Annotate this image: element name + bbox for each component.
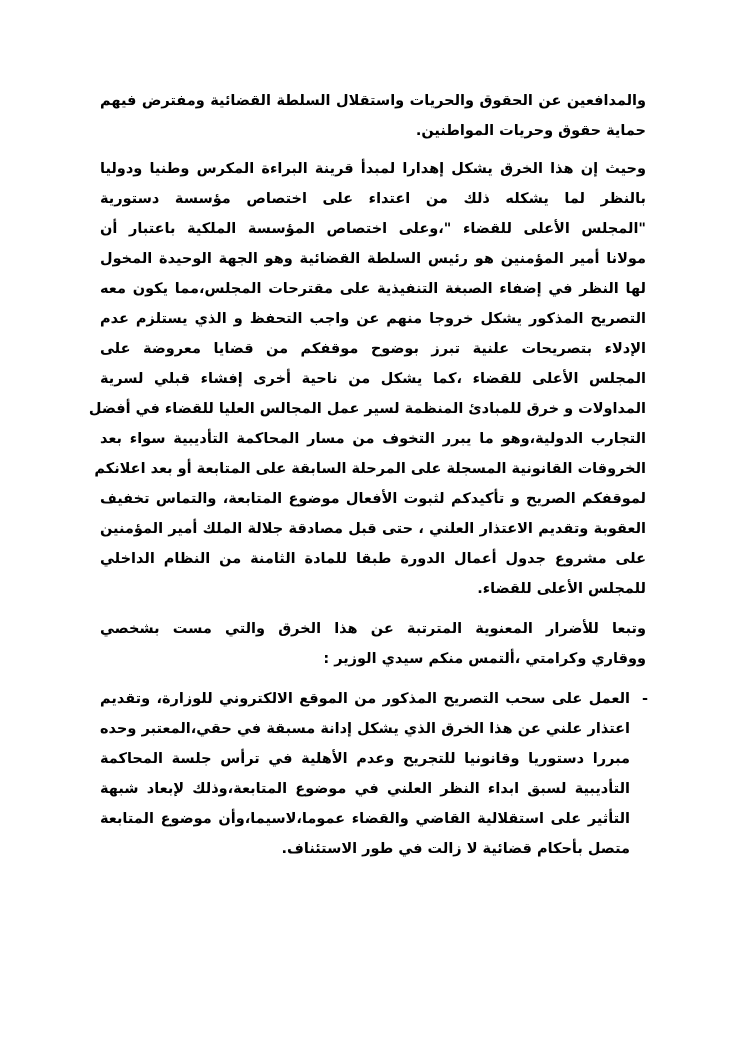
paragraph-line: بالنظر لما يشكله ذلك من اعتداء على اختصاص مؤسسة دستورية — [100, 191, 646, 207]
paragraph-line: متصل بأحكام قضائية لا زالت في طور الاستئناف. — [281, 841, 630, 857]
paragraph-line: المداولات و خرق للمبادئ المنظمة لسير عمل المجالس العليا للقضاء في أفضل — [88, 401, 646, 417]
paragraph-line: ووقاري وكرامتي ،ألتمس منكم سيدي الوزير : — [323, 651, 646, 667]
paragraph-line: الإدلاء بتصريحات علنية تبرز بوضوح موقفكم من قضايا معروضة على — [100, 341, 646, 357]
bullet-item-withdrawal — [100, 684, 646, 864]
paragraph-line: مبررا دستوريا وقانونيا للتجريح وعدم الأهلية في ترأس جلسة المحاكمة — [100, 751, 630, 767]
paragraph-line: التصريح المذكور يشكل خروجا منهم عن واجب التحفظ و الذي يستلزم عدم — [100, 311, 646, 327]
paragraph-line: للمجلس الأعلى للقضاء. — [477, 581, 646, 597]
paragraph-line: التجارب الدولية،وهو ما يبرر التخوف من مسار المحاكمة التأديبية سواء بعد — [100, 431, 646, 447]
paragraph-line: مولانا أمير المؤمنين هو رئيس السلطة القضائية وهو الجهة الوحيدة المخول — [100, 251, 646, 267]
paragraph-line: اعتذار علني عن هذا الخرق الذي يشكل إدانة مسبقة في حقي،المعتبر وحده — [100, 721, 630, 737]
paragraph-line: الخروقات القانونية المسجلة على المرحلة السابقة على المتابعة أو بعد اعلانكم — [94, 461, 646, 477]
paragraph-line: لها النظر في إضفاء الصبغة التنفيذية على مقترحات المجلس،مما يكون معه — [100, 281, 646, 297]
paragraph-line: العقوبة وتقديم الاعتذار العلني ، حتى قبل مصادقة جلالة الملك أمير المؤمنين — [100, 521, 646, 537]
paragraph-line: وحيث إن هذا الخرق يشكل إهدارا لمبدأ قرينة البراءة المكرس وطنيا ودوليا — [100, 161, 646, 177]
paragraph-violation — [88, 154, 646, 604]
paragraph-line: "المجلس الأعلى للقضاء "،وعلى اختصاص المؤسسة الملكية باعتبار أن — [100, 221, 646, 237]
paragraph-line: حماية حقوق وحريات المواطنين. — [415, 123, 646, 139]
paragraph-line: والمدافعين عن الحقوق والحريات واستقلال السلطة القضائية ومفترض فيهم — [100, 93, 646, 109]
paragraph-line: التأديبية لسبق ابداء النظر العلني في موضوع المتابعة،وذلك لإبعاد شبهة — [100, 781, 630, 797]
paragraph-line: لموقفكم الصريح و تأكيدكم لثبوت الأفعال موضوع المتابعة، والتماس تخفيف — [100, 491, 646, 507]
paragraph-line: وتبعا للأضرار المعنوية المترتبة عن هذا الخرق والتي مست بشخصي — [100, 621, 646, 637]
bullet-text — [100, 684, 630, 864]
paragraph-line: التأثير على استقلالية القاضي والقضاء عموما،لاسيما،وأن موضوع المتابعة — [100, 811, 630, 827]
paragraph-line: على مشروع جدول أعمال الدورة طبقا للمادة الثامنة من النظام الداخلي — [100, 551, 646, 567]
paragraph-line: العمل على سحب التصريح المذكور من الموقع الالكتروني للوزارة، وتقديم — [100, 691, 630, 707]
paragraph-defenders — [100, 86, 646, 146]
paragraph-request — [100, 614, 646, 674]
paragraph-line: المجلس الأعلى للقضاء ،كما يشكل من ناحية أخرى إفشاء قبلي لسرية — [100, 371, 646, 387]
bullet-marker: - — [641, 691, 648, 707]
